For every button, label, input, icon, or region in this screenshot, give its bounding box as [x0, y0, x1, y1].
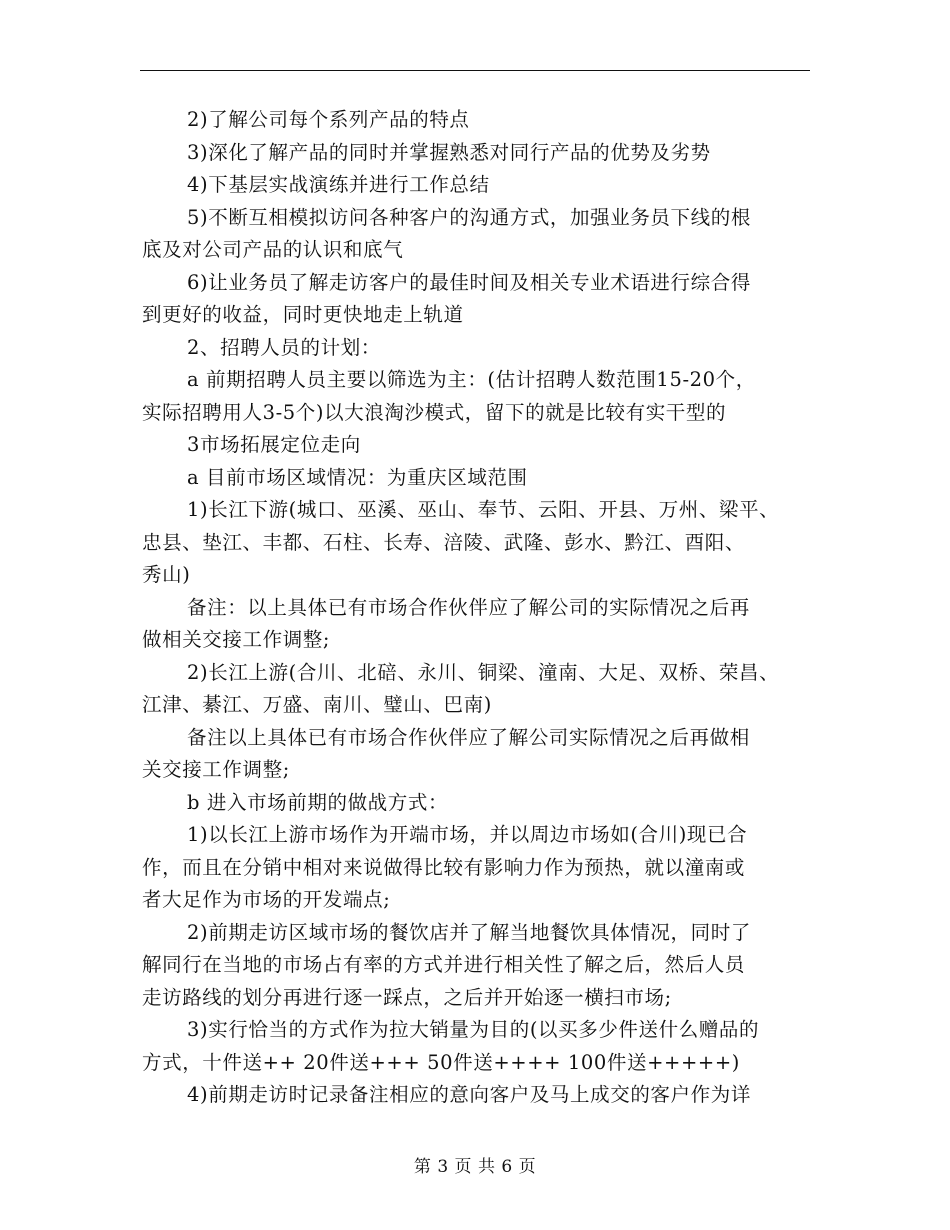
text-line: 者大足作为市场的开发端点; — [142, 888, 391, 911]
page-footer: 第 3 页 共 6 页 — [413, 1157, 537, 1177]
text-line: 6)让业务员了解走访客户的最佳时间及相关专业术语进行综合得 — [187, 270, 751, 294]
text-line: 忠县、垫江、丰都、石柱、长寿、涪陵、武隆、彭水、黔江、酉阳、 — [142, 530, 746, 554]
text-line: a 前期招聘人员主要以筛选为主：(估计招聘人数范围15-20个， — [187, 368, 756, 391]
text-line: 1)以长江上游市场作为开端市场，并以周边市场如(合川)现已合 — [187, 823, 748, 846]
text-line: 备注：以上具体已有市场合作伙伴应了解公司的实际情况之后再 — [187, 595, 750, 619]
text-line: 1)长江下游(城口、巫溪、巫山、奉节、云阳、开县、万州、梁平、 — [187, 498, 780, 521]
text-line: 3市场拓展定位走向 — [187, 433, 361, 456]
text-line: 3)实行恰当的方式作为拉大销量为目的(以买多少件送什么赠品的 — [187, 1018, 760, 1041]
text-line: 做相关交接工作调整; — [142, 628, 331, 651]
document-body — [142, 104, 832, 1112]
text-line: 4)下基层实战演练并进行工作总结 — [187, 173, 490, 196]
text-line: 备注以上具体已有市场合作伙伴应了解公司实际情况之后再做相 — [187, 725, 750, 749]
text-line: 2)长江上游(合川、北碚、永川、铜梁、潼南、大足、双桥、荣昌、 — [187, 660, 780, 684]
text-line: 4)前期走访时记录备注相应的意向客户及马上成交的客户作为详 — [187, 1083, 751, 1106]
text-line: 走访路线的划分再进行逐一踩点，之后并开始逐一横扫市场; — [142, 985, 672, 1009]
text-line: 2、招聘人员的计划： — [187, 335, 381, 359]
text-line: a 目前市场区域情况：为重庆区域范围 — [187, 465, 528, 489]
text-line: 2)前期走访区域市场的餐饮店并了解当地餐饮具体情况，同时了 — [187, 920, 751, 944]
text-line: 3)深化了解产品的同时并掌握熟悉对同行产品的优势及劣势 — [187, 140, 711, 164]
text-line: 方式，十件送++ 20件送+++ 50件送++++ 100件送+++++) — [142, 1050, 740, 1074]
text-line: 5)不断互相模拟访问各种客户的沟通方式，加强业务员下线的根 — [187, 205, 751, 229]
text-line: 作，而且在分销中相对来说做得比较有影响力作为预热，就以潼南或 — [142, 855, 746, 879]
text-line: 江津、綦江、万盛、南川、璧山、巴南) — [142, 693, 492, 716]
text-line: 解同行在当地的市场占有率的方式并进行相关性了解之后，然后人员 — [142, 953, 746, 976]
text-line: 到更好的收益，同时更快地走上轨道 — [142, 303, 464, 326]
text-line: 关交接工作调整; — [142, 758, 290, 781]
text-line: 实际招聘用人3-5个)以大浪淘沙模式，留下的就是比较有实干型的 — [142, 400, 727, 424]
text-line: 底及对公司产品的认识和底气 — [142, 238, 404, 261]
text-line: b 进入市场前期的做战方式： — [187, 790, 449, 814]
header-rule — [140, 70, 810, 71]
text-line: 2)了解公司每个系列产品的特点 — [187, 108, 470, 131]
text-line: 秀山) — [142, 563, 191, 586]
